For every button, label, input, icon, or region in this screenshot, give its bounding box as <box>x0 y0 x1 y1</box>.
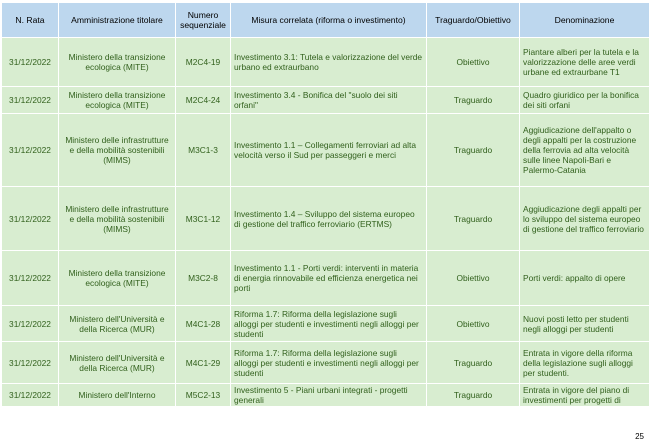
cell-traguardo: Obiettivo <box>427 306 520 342</box>
cell-amministrazione: Ministero della transizione ecologica (MITE) <box>59 251 176 306</box>
cell-denominazione: Piantare alberi per la tutela e la valorizzazione delle aree verdi urbane ed extraurbane T1 <box>520 38 650 87</box>
cell-amministrazione: Ministero della transizione ecologica (MITE) <box>59 87 176 114</box>
milestones-table <box>1 2 650 407</box>
cell-amministrazione: Ministero della transizione ecologica (MITE) <box>59 38 176 87</box>
cell-misura: Investimento 5 - Piani urbani integrati - progetti generali <box>231 384 427 407</box>
cell-misura: Investimento 3.1: Tutela e valorizzazione del verde urbano ed extraurbano <box>231 38 427 87</box>
cell-traguardo: Traguardo <box>427 384 520 407</box>
table-row <box>2 87 650 114</box>
header-denominazione: Denominazione <box>520 3 650 38</box>
cell-misura: Investimento 3.4 - Bonifica del "suolo dei siti orfani" <box>231 87 427 114</box>
cell-denominazione: Quadro giuridico per la bonifica dei siti orfani <box>520 87 650 114</box>
cell-rata: 31/12/2022 <box>2 87 59 114</box>
table-row <box>2 187 650 251</box>
cell-numero: M3C1-3 <box>176 114 231 187</box>
table-row <box>2 38 650 87</box>
cell-numero: M2C4-24 <box>176 87 231 114</box>
header-misura: Misura correlata (riforma o investimento) <box>231 3 427 38</box>
cell-numero: M4C1-29 <box>176 342 231 384</box>
cell-rata: 31/12/2022 <box>2 342 59 384</box>
cell-traguardo: Traguardo <box>427 114 520 187</box>
table-row <box>2 384 650 407</box>
cell-rata: 31/12/2022 <box>2 38 59 87</box>
table-row <box>2 306 650 342</box>
cell-misura: Investimento 1.1 – Collegamenti ferroviari ad alta velocità verso il Sud per passeggeri e merci <box>231 114 427 187</box>
cell-denominazione: Entrata in vigore della riforma della legislazione sugli alloggi per studenti. <box>520 342 650 384</box>
cell-misura: Riforma 1.7: Riforma della legislazione sugli alloggi per studenti e investimenti negli alloggi per studenti <box>231 306 427 342</box>
cell-amministrazione: Ministero delle infrastrutture e della mobilità sostenibili (MIMS) <box>59 187 176 251</box>
cell-traguardo: Traguardo <box>427 342 520 384</box>
table-row <box>2 342 650 384</box>
cell-denominazione: Aggiudicazione degli appalti per lo sviluppo del sistema europeo di gestione del traffico ferroviario <box>520 187 650 251</box>
cell-misura: Riforma 1.7: Riforma della legislazione sugli alloggi per studenti e investimenti negli alloggi per studenti <box>231 342 427 384</box>
cell-denominazione: Nuovi posti letto per studenti negli alloggi per studenti <box>520 306 650 342</box>
cell-rata: 31/12/2022 <box>2 114 59 187</box>
cell-misura: Investimento 1.4 – Sviluppo del sistema europeo di gestione del traffico ferroviario (ERTMS) <box>231 187 427 251</box>
cell-denominazione: Aggiudicazione dell'appalto o degli appalti per la costruzione della ferrovia ad alta velocità sulle linee Napoli-Bari e Palermo-Catania <box>520 114 650 187</box>
cell-rata: 31/12/2022 <box>2 187 59 251</box>
header-rata: N. Rata <box>2 3 59 38</box>
table-row <box>2 251 650 306</box>
header-row <box>2 3 650 38</box>
cell-amministrazione: Ministero delle infrastrutture e della mobilità sostenibili (MIMS) <box>59 114 176 187</box>
cell-amministrazione: Ministero dell'Università e della Ricerca (MUR) <box>59 342 176 384</box>
cell-amministrazione: Ministero dell'Interno <box>59 384 176 407</box>
cell-misura: Investimento 1.1 - Porti verdi: interventi in materia di energia rinnovabile ed efficienza energetica nei porti <box>231 251 427 306</box>
cell-numero: M5C2-13 <box>176 384 231 407</box>
cell-traguardo: Traguardo <box>427 187 520 251</box>
header-amministrazione: Amministrazione titolare <box>59 3 176 38</box>
table-row <box>2 114 650 187</box>
cell-traguardo: Obiettivo <box>427 38 520 87</box>
cell-numero: M3C1-12 <box>176 187 231 251</box>
cell-numero: M4C1-28 <box>176 306 231 342</box>
cell-rata: 31/12/2022 <box>2 384 59 407</box>
cell-rata: 31/12/2022 <box>2 251 59 306</box>
cell-numero: M3C2-8 <box>176 251 231 306</box>
cell-amministrazione: Ministero dell'Università e della Ricerca (MUR) <box>59 306 176 342</box>
cell-denominazione: Porti verdi: appalto di opere <box>520 251 650 306</box>
page-number: 25 <box>635 432 644 441</box>
cell-numero: M2C4-19 <box>176 38 231 87</box>
header-numero: Numero sequenziale <box>176 3 231 38</box>
cell-traguardo: Traguardo <box>427 87 520 114</box>
cell-traguardo: Obiettivo <box>427 251 520 306</box>
header-traguardo: Traguardo/Obiettivo <box>427 3 520 38</box>
cell-rata: 31/12/2022 <box>2 306 59 342</box>
cell-denominazione: Entrata in vigore del piano di investimenti per progetti di <box>520 384 650 407</box>
